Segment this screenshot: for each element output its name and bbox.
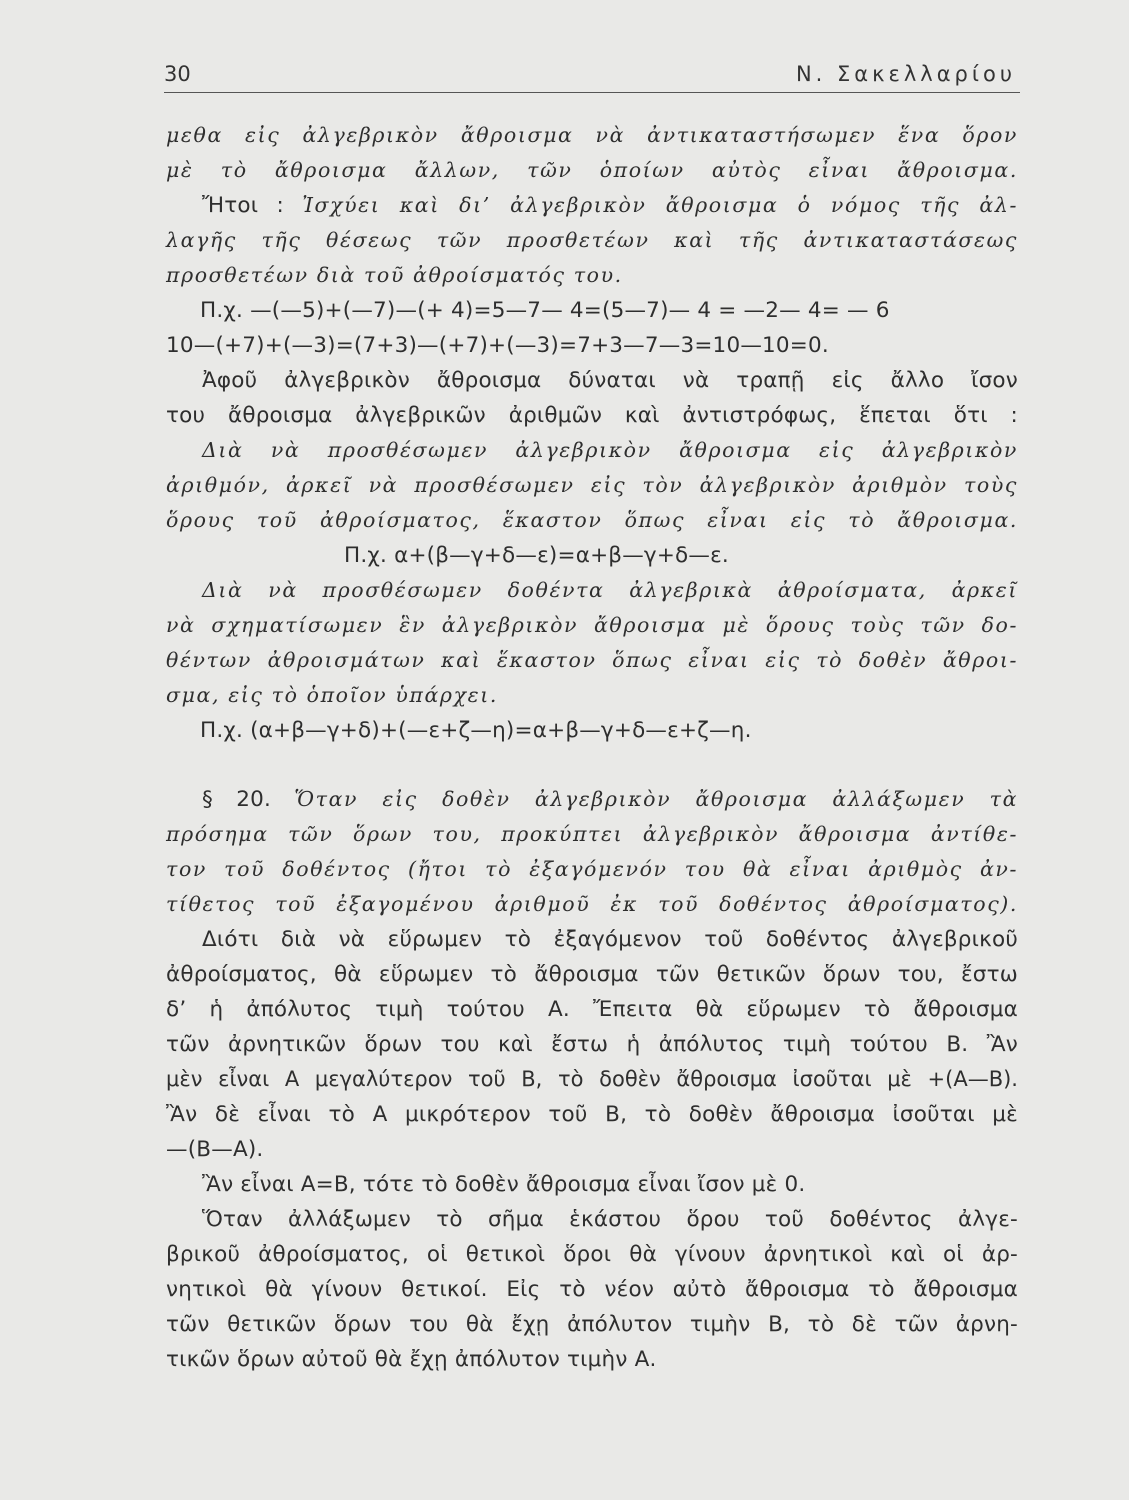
text-line: τῶν θετικῶν ὅρων του θὰ ἔχῃ ἀπόλυτον τιμὴν Β, τὸ δὲ τῶν ἀρνη- — [166, 1312, 1018, 1337]
section-rule-italic: Ὅταν εἰς δοθὲν ἀλγεβρικὸν ἄθροισμα ἀλλάξωμεν τὰ — [294, 787, 1019, 811]
example-equation: Π.χ. —(—5)+(—7)—(+ 4)=5—7— 4=(5—7)— 4 = —2— 4= — 6 — [200, 298, 890, 323]
rule-line: ὅρους τοῦ ἀθροίσματος, ἕκαστον ὅπως εἶναι εἰς τὸ ἄθροισμα. — [166, 508, 1018, 532]
rule-line: Διὰ νὰ προσθέσωμεν ἀλγεβρικὸν ἄθροισμα εἰς ἀλγεβρικὸν — [202, 438, 1018, 462]
example-equation: Π.χ. (α+β—γ+δ)+(—ε+ζ—η)=α+β—γ+δ—ε+ζ—η. — [200, 718, 752, 743]
section-number: § 20. — [202, 787, 295, 812]
text-line: δ’ ἡ ἀπόλυτος τιμὴ τούτου Α. Ἔπειτα θὰ εὕρωμεν τὸ ἄθροισμα — [166, 997, 1018, 1022]
rule-line: τίθετος τοῦ ἐξαγομένου ἀριθμοῦ ἐκ τοῦ δοθέντος ἀθροίσματος). — [166, 892, 1018, 916]
rule-line: θέντων ἀθροισμάτων καὶ ἕκαστον ὅπως εἶναι εἰς τὸ δοθὲν ἄθροι- — [166, 648, 1018, 672]
page-body — [166, 118, 1018, 1377]
text-line: Διότι διὰ νὰ εὕρωμεν τὸ ἐξαγόμενον τοῦ δοθέντος ἀλγεβρικοῦ — [202, 927, 1018, 952]
text-line: τικῶν ὅρων αὐτοῦ θὰ ἔχῃ ἀπόλυτον τιμὴν Α. — [166, 1347, 657, 1372]
text-line: βρικοῦ ἀθροίσματος, οἱ θετικοὶ ὅροι θὰ γίνουν ἀρνητικοὶ καὶ οἱ ἀρ- — [166, 1242, 1018, 1267]
text-line: —(Β—Α). — [166, 1137, 264, 1162]
page-number: 30 — [164, 62, 191, 86]
text-line: τῶν ἀρνητικῶν ὅρων του καὶ ἔστω ἡ ἀπόλυτος τιμὴ τούτου Β. Ἂν — [166, 1032, 1018, 1057]
text-line: του ἄθροισμα ἀλγεβρικῶν ἀριθμῶν καὶ ἀντιστρόφως, ἕπεται ὅτι : — [166, 403, 1018, 428]
text-line-mixed — [166, 188, 1018, 223]
text-line: Ἂν δὲ εἶναι τὸ Α μικρότερον τοῦ Β, τὸ δοθὲν ἄθροισμα ἰσοῦται μὲ — [166, 1102, 1018, 1127]
paragraph-gap — [166, 748, 1018, 782]
section-heading-line — [166, 782, 1018, 817]
text-line: προσθετέων διὰ τοῦ ἀθροίσματός του. — [166, 263, 623, 287]
text-line-prefix: Ἤτοι : — [202, 193, 303, 218]
rule-line: σμα, εἰς τὸ ὁποῖον ὑπάρχει. — [166, 683, 498, 707]
text-line: νητικοὶ θὰ γίνουν θετικοί. Εἰς τὸ νέον αὐτὸ ἄθροισμα τὸ ἄθροισμα — [166, 1277, 1018, 1302]
example-equation: 10—(+7)+(—3)=(7+3)—(+7)+(—3)=7+3—7—3=10—10=0. — [166, 333, 829, 358]
text-line: Ἀφοῦ ἀλγεβρικὸν ἄθροισμα δύναται νὰ τραπῇ εἰς ἄλλο ἴσον — [202, 368, 1018, 393]
rule-line: πρόσημα τῶν ὅρων του, προκύπτει ἀλγεβρικὸν ἄθροισμα ἀντίθε- — [166, 822, 1018, 846]
text-line: μεθα εἰς ἀλγεβρικὸν ἄθροισμα νὰ ἀντικαταστήσωμεν ἕνα ὅρον — [166, 123, 1018, 147]
rule-line: ἀριθμόν, ἀρκεῖ νὰ προσθέσωμεν εἰς τὸν ἀλγεβρικὸν ἀριθμὸν τοὺς — [166, 473, 1018, 497]
text-line: Ἂν εἶναι Α=Β, τότε τὸ δοθὲν ἄθροισμα εἶναι ἴσον μὲ 0. — [202, 1172, 806, 1197]
text-line: μὲ τὸ ἄθροισμα ἄλλων, τῶν ὁποίων αὐτὸς εἶναι ἄθροισμα. — [166, 158, 1018, 182]
text-line: λαγῆς τῆς θέσεως τῶν προσθετέων καὶ τῆς ἀντικαταστάσεως — [166, 228, 1018, 252]
page-header — [164, 58, 1020, 93]
rule-line: νὰ σχηματίσωμεν ἓν ἀλγεβρικὸν ἄθροισμα μὲ ὅρους τοὺς τῶν δο- — [166, 613, 1018, 637]
example-equation: Π.χ. α+(β—γ+δ—ε)=α+β—γ+δ—ε. — [344, 543, 729, 568]
text-line: Ὅταν ἀλλάξωμεν τὸ σῆμα ἑκάστου ὅρου τοῦ δοθέντος ἀλγε- — [202, 1207, 1018, 1232]
text-line-italic: Ἰσχύει καὶ δι’ ἀλγεβρικὸν ἄθροισμα ὁ νόμος τῆς ἀλ- — [302, 193, 1018, 217]
text-line: μὲν εἶναι Α μεγαλύτερον τοῦ Β, τὸ δοθὲν ἄθροισμα ἰσοῦται μὲ +(Α—Β). — [166, 1067, 1018, 1091]
text-line: ἀθροίσματος, θὰ εὕρωμεν τὸ ἄθροισμα τῶν θετικῶν ὅρων του, ἔστω — [166, 962, 1018, 987]
running-head-author: Ν. Σακελλαρίου — [795, 62, 1016, 86]
rule-line: Διὰ νὰ προσθέσωμεν δοθέντα ἀλγεβρικὰ ἀθροίσματα, ἀρκεῖ — [202, 578, 1018, 602]
rule-line: τον τοῦ δοθέντος (ἤτοι τὸ ἐξαγόμενόν του θὰ εἶναι ἀριθμὸς ἀν- — [166, 857, 1018, 881]
